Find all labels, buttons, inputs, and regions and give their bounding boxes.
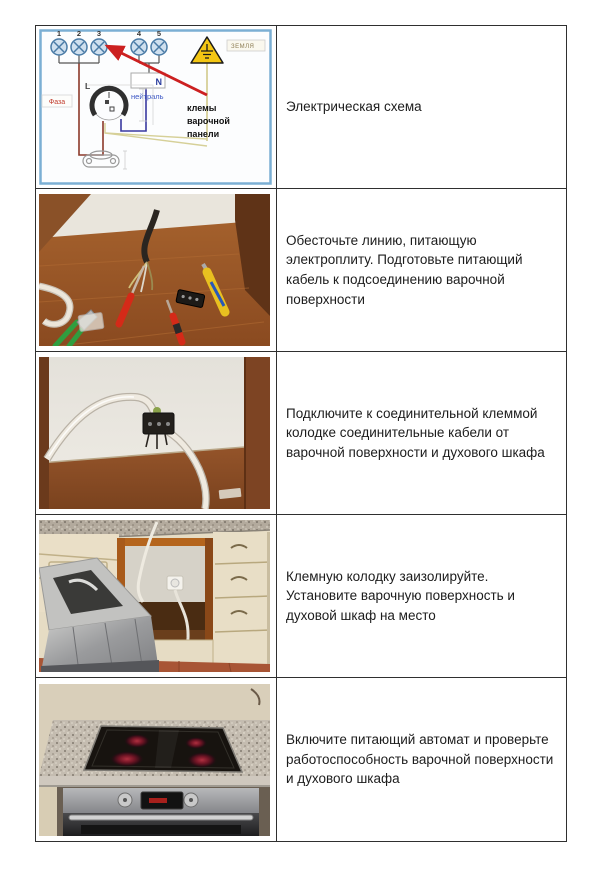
burner-front-right <box>187 752 217 768</box>
svg-text:1: 1 <box>56 29 62 38</box>
step-text: Обесточьте линию, питающую электроплиту. Подготовьте питающий кабель к подсоединению варочной поверхности <box>286 232 523 307</box>
svg-text:варочной: варочной <box>187 116 230 126</box>
ground-label: ЗЕМЛЯ <box>231 44 255 50</box>
step-text: Электрическая схема <box>286 99 422 115</box>
neutral-letter: N <box>155 77 162 87</box>
image-cell <box>36 189 277 351</box>
text-cell <box>277 189 566 351</box>
instruction-table <box>35 25 567 842</box>
step-text: Клемную колодку заизолируйте. Установите варочную поверхность и духовой шкаф на место <box>286 568 515 623</box>
glass-cooktop <box>84 726 242 772</box>
left-panel-edge <box>39 357 49 509</box>
svg-text:4: 4 <box>136 29 142 38</box>
left-wall-tile <box>39 787 57 836</box>
svg-text:3: 3 <box>96 29 102 38</box>
plug <box>171 579 179 587</box>
right-drawer-stack <box>213 532 270 672</box>
neutral-label: нейтраль <box>131 92 164 101</box>
cable-preparation-photo <box>39 194 270 346</box>
image-cell <box>36 26 277 188</box>
phase-label: Фаза <box>48 99 66 106</box>
text-cell <box>277 352 566 514</box>
table-row <box>36 26 566 189</box>
electrical-schematic-image <box>39 29 272 185</box>
table-row <box>36 189 566 352</box>
appliance-installation-photo <box>39 520 270 672</box>
oven-front <box>63 788 259 836</box>
table-row <box>36 352 566 515</box>
step-text: Подключите к соединительной клеммой колодке соединительные кабели от варочной поверхности и духового шкафа <box>286 405 545 460</box>
text-cell <box>277 678 566 841</box>
oven-handle <box>69 815 253 820</box>
image-cell <box>36 678 277 841</box>
plastic-box <box>78 312 104 331</box>
svg-text:2: 2 <box>76 29 82 38</box>
table-row <box>36 678 566 841</box>
step-text: Включите питающий автомат и проверьте работоспособность варочной поверхности и духового шкафа <box>286 732 554 787</box>
burner-front-left <box>110 751 144 767</box>
right-wood-panel <box>245 357 270 509</box>
cooktop-test-photo <box>39 684 270 836</box>
display-digits <box>149 798 167 803</box>
oven-window <box>81 825 241 834</box>
burner-back-left <box>124 734 150 748</box>
text-cell <box>277 26 566 188</box>
burner-back-right <box>185 737 207 749</box>
text-cell <box>277 515 566 677</box>
terminal-block-connection-photo <box>39 357 270 509</box>
svg-text:клемы: клемы <box>187 103 217 113</box>
svg-text:панели: панели <box>187 129 220 139</box>
table-row <box>36 515 566 678</box>
image-cell <box>36 515 277 677</box>
line-label: L <box>85 81 91 91</box>
svg-text:5: 5 <box>156 29 162 38</box>
image-cell <box>36 352 277 514</box>
